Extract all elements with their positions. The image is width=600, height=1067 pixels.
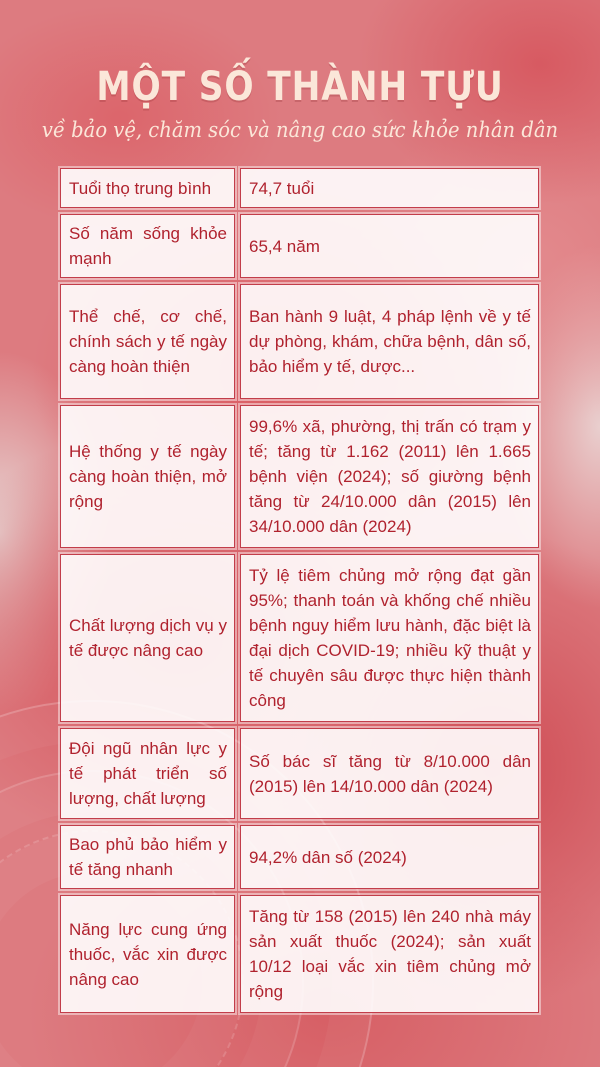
table-row-value: Số bác sĩ tăng từ 8/10.000 dân (2015) lên 14/10.000 dân (2024) (240, 728, 539, 819)
table-row-value: 99,6% xã, phường, thị trấn có trạm y tế; tăng từ 1.162 (2011) lên 1.665 bệnh viện (2024); số giường bệnh tăng từ 24/10.000 dân (2015) lên 34/10.000 dân (2024) (240, 405, 539, 548)
table-row-label: Thể chế, cơ chế, chính sách y tế ngày càng hoàn thiện (60, 284, 235, 399)
table-row-label: Tuổi thọ trung bình (60, 168, 235, 208)
table-row-label: Năng lực cung ứng thuốc, vắc xin được nâng cao (60, 895, 235, 1013)
table-row-label: Bao phủ bảo hiểm y tế tăng nhanh (60, 825, 235, 889)
table-row-value: 65,4 năm (240, 214, 539, 278)
table-row-value: Tỷ lệ tiêm chủng mở rộng đạt gần 95%; thanh toán và khống chế nhiều bệnh nguy hiểm lưu hành, đặc biệt là đại dịch COVID-19; nhiều kỹ thuật y tế chuyên sâu được thực hiện thành công (240, 554, 539, 722)
table-row-value: Tăng từ 158 (2015) lên 240 nhà máy sản xuất thuốc (2024); sản xuất 10/12 loại vắc xin tiêm chủng mở rộng (240, 895, 539, 1013)
page-subtitle: về bảo vệ, chăm sóc và nâng cao sức khỏe nhân dân (41, 118, 559, 142)
table-row-label: Chất lượng dịch vụ y tế được nâng cao (60, 554, 235, 722)
table-row-value: Ban hành 9 luật, 4 pháp lệnh về y tế dự phòng, khám, chữa bệnh, dân số, bảo hiểm y tế, dược... (240, 284, 539, 399)
table-row-label: Số năm sống khỏe mạnh (60, 214, 235, 278)
table-row-label: Đội ngũ nhân lực y tế phát triển số lượng, chất lượng (60, 728, 235, 819)
table-row-label: Hệ thống y tế ngày càng hoàn thiện, mở rộng (60, 405, 235, 548)
page-title: MỘT SỐ THÀNH TỰU (96, 64, 504, 110)
table-row-value: 74,7 tuổi (240, 168, 539, 208)
table-row-value: 94,2% dân số (2024) (240, 825, 539, 889)
